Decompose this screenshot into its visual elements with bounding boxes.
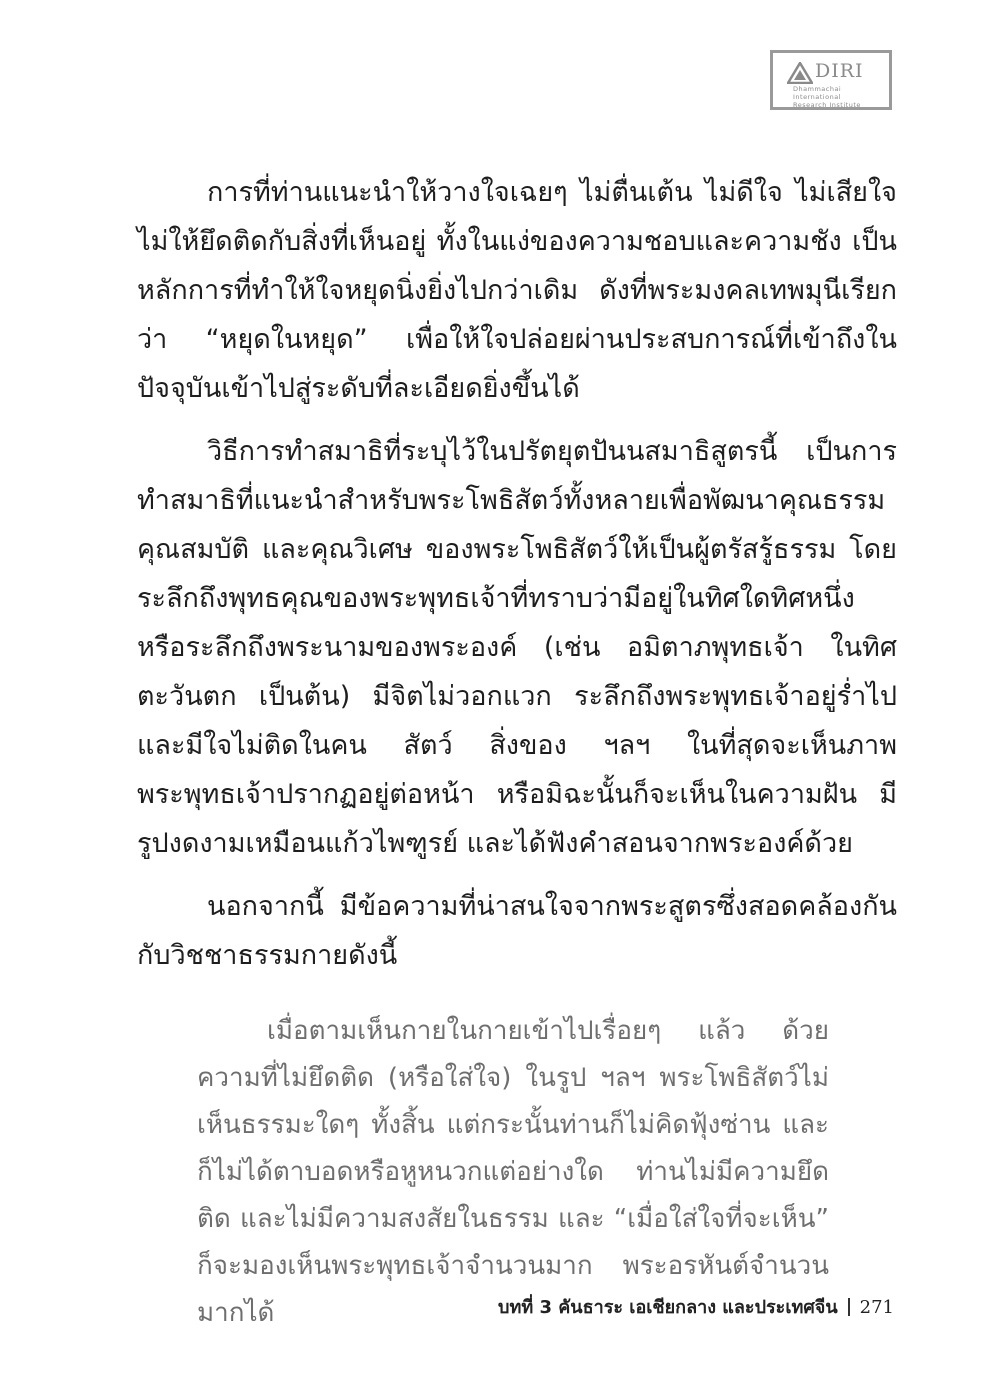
page-body — [137, 168, 897, 1337]
quote-text: เมื่อตามเห็นกายในกายเข้าไปเรื่อยๆ แล้ว ด้วยความที่ไม่ยึดติด (หรือใส่ใจ) ในรูป ฯลฯ พระโพธิสัตว์ไม่เห็นธรรมะใดๆ ทั้งสิ้น แต่กระนั้นท่านก็ไม่คิดฟุ้งซ่าน และก็ไม่ได้ตาบอดหรือหูหนวกแต่อย่างใด ท่านไม่มีความยึดติด และไม่มีความสงสัยในธรรม และ “เมื่อใส่ใจที่จะเห็น” ก็จะมองเห็นพระพุทธเจ้าจำนวนมาก พระอรหันต์จำนวนมากได้ — [197, 1016, 829, 1328]
block-quote — [197, 1008, 829, 1337]
page-number: 271 — [859, 1297, 894, 1318]
body-paragraph-1: การที่ท่านแนะนำให้วางใจเฉยๆ ไม่ตื่นเต้น ไม่ดีใจ ไม่เสียใจ ไม่ให้ยึดติดกับสิ่งที่เห็นอยู่ ทั้งในแง่ของความชอบและความชัง เป็นหลักการที่ทำให้ใจหยุดนิ่งยิ่งไปกว่าเดิม ดังที่พระมงคลเทพมุนีเรียกว่า “หยุดในหยุด” เพื่อให้ใจปล่อยผ่านประสบการณ์ที่เข้าถึงในปัจจุบันเข้าไปสู่ระดับที่ละเอียดยิ่งขึ้นได้ — [137, 177, 897, 404]
logo-subtitle-line1: Dhammachai International — [793, 85, 842, 101]
body-paragraph-2: วิธีการทำสมาธิที่ระบุไว้ในปรัตยุตปันนสมาธิสูตรนี้ เป็นการทำสมาธิที่แนะนำสำหรับพระโพธิสัตว์ทั้งหลายเพื่อพัฒนาคุณธรรม คุณสมบัติ และคุณวิเศษ ของพระโพธิสัตว์ให้เป็นผู้ตรัสรู้ธรรม โดยระลึกถึงพุทธคุณของพระพุทธเจ้าที่ทราบว่ามีอยู่ในทิศใดทิศหนึ่ง หรือระลึกถึงพระนามของพระองค์ (เช่น อมิตาภพุทธเจ้า ในทิศตะวันตก เป็นต้น) มีจิตไม่วอกแวก ระลึกถึงพระพุทธเจ้าอยู่ร่ำไป และมีใจไม่ติดในคน สัตว์ สิ่งของ ฯลฯ ในที่สุดจะเห็นภาพพระพุทธเจ้าปรากฏอยู่ต่อหน้า หรือมิฉะนั้นก็จะเห็นในความฝัน มีรูปงดงามเหมือนแก้วไพฑูรย์ และได้ฟังคำสอนจากพระองค์ด้วย — [137, 436, 897, 859]
page-footer — [498, 1292, 894, 1321]
chapter-title: บทที่ 3 คันธาระ เอเชียกลาง และประเทศจีน — [498, 1297, 838, 1318]
diri-logo — [770, 50, 892, 110]
footer-divider — [848, 1298, 850, 1316]
logo-subtitle — [793, 85, 889, 109]
body-paragraph-3: นอกจากนี้ มีข้อความที่น่าสนใจจากพระสูตรซึ่งสอดคล้องกันกับวิชชาธรรมกายดังนี้ — [137, 891, 897, 971]
logo-name: DIRI — [815, 60, 864, 82]
logo-subtitle-line2: Research Institute — [793, 101, 861, 109]
triangle-logo-icon — [787, 62, 813, 84]
